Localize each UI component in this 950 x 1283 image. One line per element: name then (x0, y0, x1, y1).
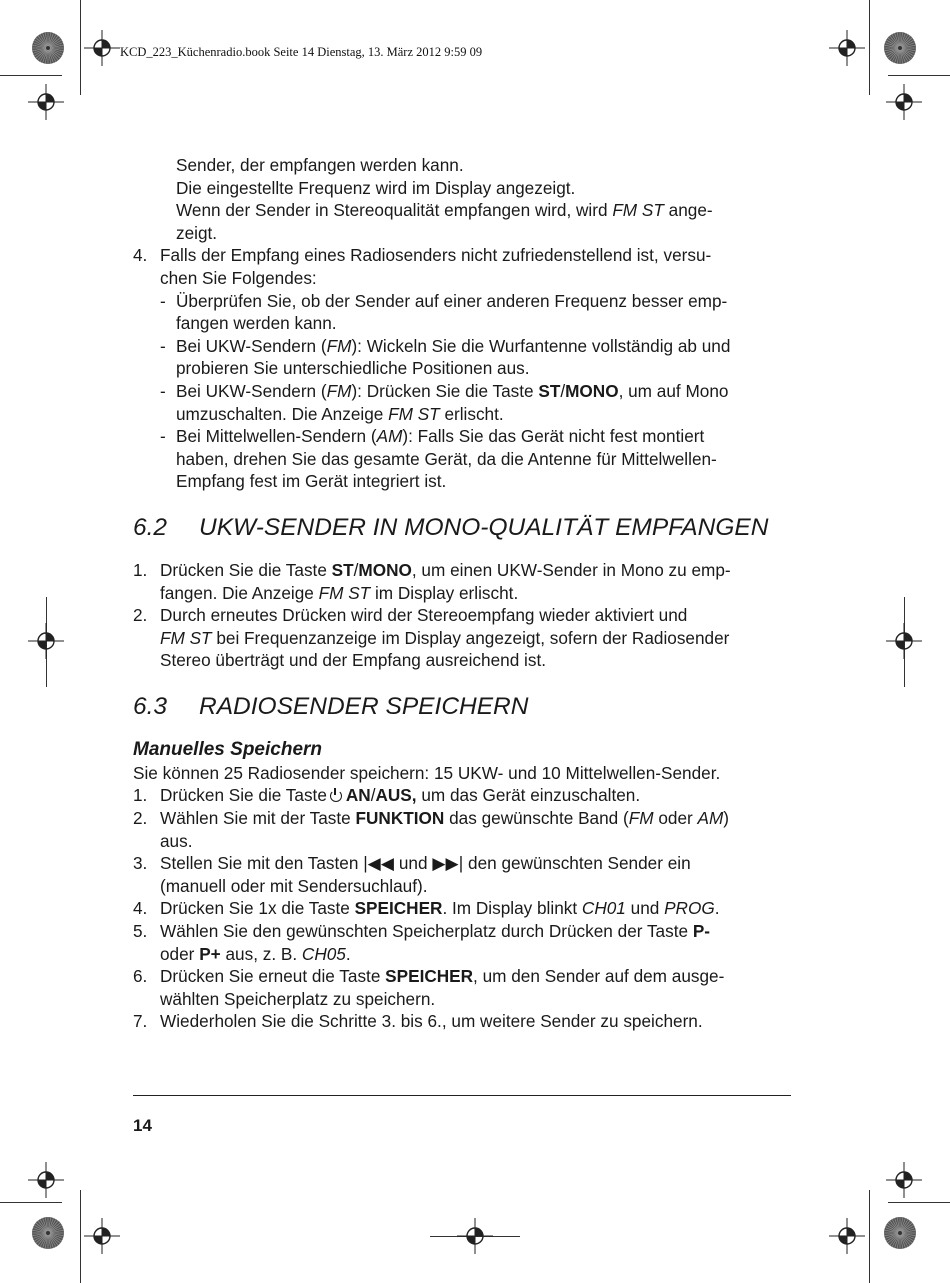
registration-mark-icon (455, 1216, 495, 1256)
intro-line: zeigt. (176, 222, 218, 243)
footer-rule (133, 1095, 791, 1096)
section-heading-6-3: 6.3 RADIOSENDER SPEICHERN (133, 692, 529, 720)
starburst-mark-icon (883, 31, 917, 65)
skip-back-icon: |◀◀ (363, 853, 395, 874)
crop-line (888, 75, 950, 76)
registration-mark-icon (82, 28, 122, 68)
bullet-item: - Bei UKW-Sendern (FM): Wickeln Sie die Wurfantenne vollständig ab und probieren Sie unterschiedliche Positionen aus. (160, 335, 731, 379)
registration-mark-icon (827, 1216, 867, 1256)
crop-line (869, 0, 870, 95)
intro-line: Die eingestellte Frequenz wird im Display angezeigt. (176, 177, 576, 198)
registration-mark-icon (26, 1160, 66, 1200)
list-item: 1. Drücken Sie die Taste AN/AUS, um das Gerät einzuschalten. (133, 785, 641, 806)
paragraph: Sie können 25 Radiosender speichern: 15 UKW- und 10 Mittelwellen-Sender. (133, 762, 721, 783)
list-item: 2. Wählen Sie mit der Taste FUNKTION das gewünschte Band (FM oder AM) aus. (133, 808, 730, 851)
page-number: 14 (133, 1116, 152, 1135)
registration-mark-icon (26, 82, 66, 122)
list-item: 1. Drücken Sie die Taste ST/MONO, um einen UKW-Sender in Mono zu emp- fangen. Die Anzeige FM ST im Display erlischt. (133, 559, 731, 603)
registration-mark-icon (884, 621, 924, 661)
crop-line (80, 0, 81, 95)
subheading: Manuelles Speichern (133, 738, 323, 760)
registration-mark-icon (26, 621, 66, 661)
starburst-mark-icon (883, 1216, 917, 1250)
crop-line (80, 1190, 81, 1283)
page-content (133, 154, 791, 1033)
section-heading-6-2: 6.2 UKW-SENDER IN MONO-QUALITÄT EMPFANGEN (133, 513, 769, 541)
registration-mark-icon (884, 82, 924, 122)
crop-line (0, 75, 62, 76)
crop-line (869, 1190, 870, 1283)
list-item-step-4: 4. Falls der Empfang eines Radiosenders nicht zufriedenstellend ist, versu- chen Sie Folgendes: (133, 245, 712, 288)
registration-mark-icon (82, 1216, 122, 1256)
starburst-mark-icon (31, 31, 65, 65)
starburst-mark-icon (31, 1216, 65, 1250)
intro-line: Sender, der empfangen werden kann. (176, 155, 464, 175)
crop-line (888, 1202, 950, 1203)
list-item: 6. Drücken Sie erneut die Taste SPEICHER, um den Sender auf dem ausge- wählten Speicherplatz zu speichern. (133, 966, 725, 1009)
print-slug: KCD_223_Küchenradio.book Seite 14 Dienstag, 13. März 2012 9:59 09 (120, 45, 483, 59)
list-item: 5. Wählen Sie den gewünschten Speicherplatz durch Drücken der Taste P- oder P+ aus, z. B. CH05. (133, 921, 710, 964)
bullet-item: - Bei Mittelwellen-Sendern (AM): Falls Sie das Gerät nicht fest montiert haben, drehen Sie das gesamte Gerät, da die Antenne für Mittelwellen- Empfang fest im Gerät integriert ist. (160, 426, 717, 492)
registration-mark-icon (884, 1160, 924, 1200)
intro-line: Wenn der Sender in Stereoqualität empfangen wird, wird FM ST ange- (176, 200, 713, 221)
registration-mark-icon (827, 28, 867, 68)
crop-line (0, 1202, 62, 1203)
bullet-item: - Bei UKW-Sendern (FM): Drücken Sie die Taste ST/MONO, um auf Mono umzuschalten. Die Anzeige FM ST erlischt. (160, 380, 729, 424)
power-icon (330, 790, 342, 802)
bullet-item: - Überprüfen Sie, ob der Sender auf einer anderen Frequenz besser emp- fangen werden kann. (160, 290, 728, 334)
list-item: 7. Wiederholen Sie die Schritte 3. bis 6., um weitere Sender zu speichern. (133, 1011, 703, 1032)
skip-forward-icon: ▶▶| (432, 853, 464, 874)
list-item: 2. Durch erneutes Drücken wird der Stereoempfang wieder aktiviert und FM ST bei Frequenzanzeige im Display angezeigt, sofern der Radiosender Stereo überträgt und der Empfang ausreichend ist. (133, 605, 730, 671)
list-item: 3. Stellen Sie mit den Tasten |◀◀ und ▶▶| den gewünschten Sender ein (manuell oder mit Sendersuchlauf). (133, 853, 691, 896)
list-item: 4. Drücken Sie 1x die Taste SPEICHER. Im Display blinkt CH01 und PROG. (133, 898, 720, 919)
